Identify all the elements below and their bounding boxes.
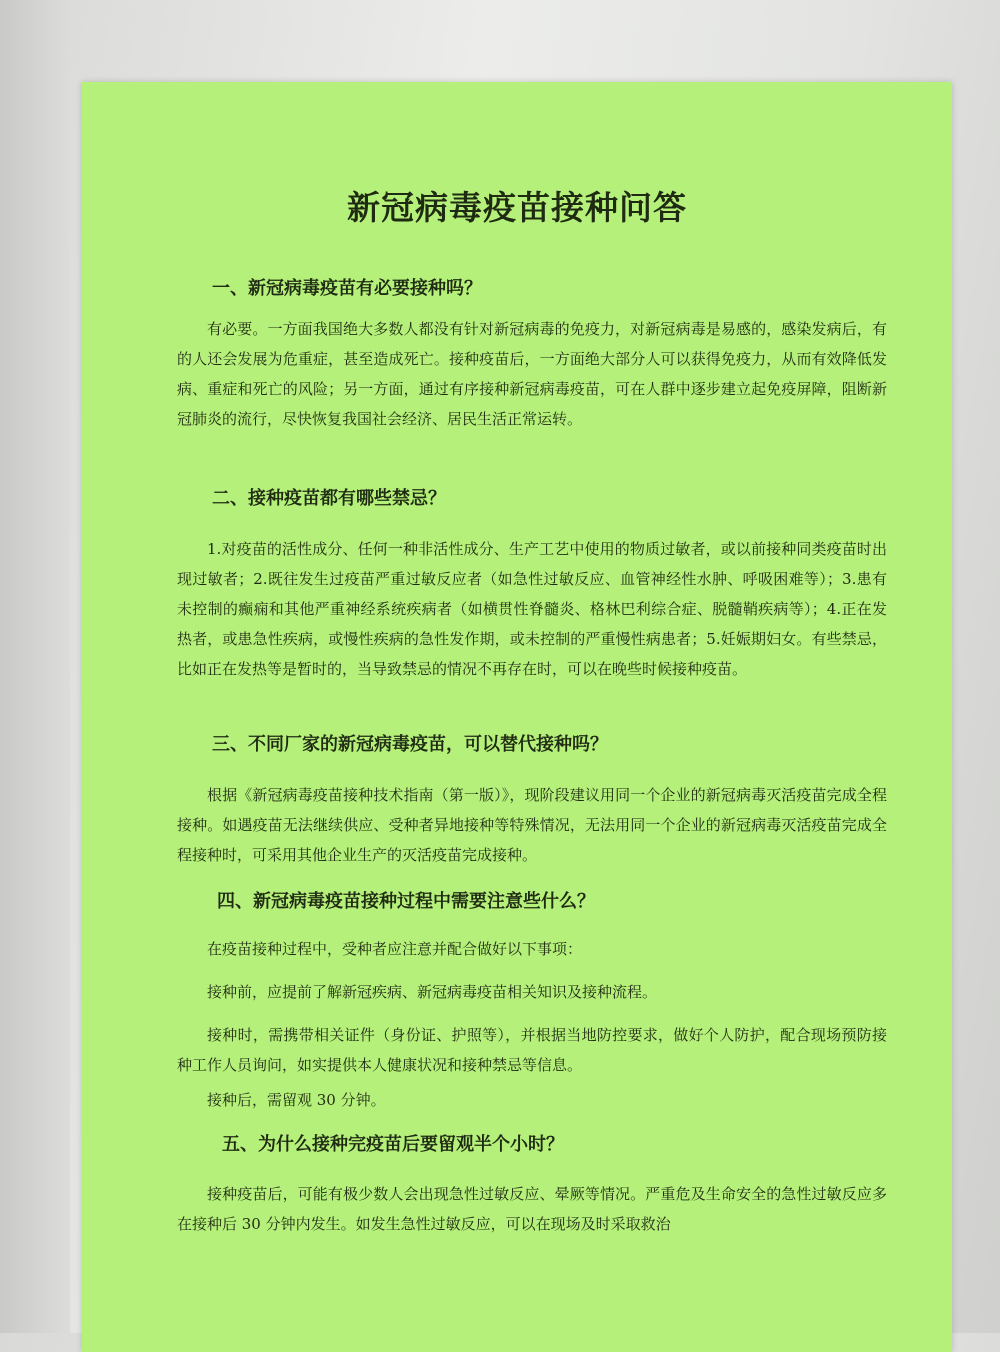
section-3-heading: 三、不同厂家的新冠病毒疫苗，可以替代接种吗？ xyxy=(212,734,608,755)
section-4-heading: 四、新冠病毒疫苗接种过程中需要注意些什么？ xyxy=(217,891,595,912)
section-1-paragraph: 有必要。一方面我国绝大多数人都没有针对新冠病毒的免疫力，对新冠病毒是易感的，感染发病后，有的人还会发展为危重症，甚至造成死亡。接种疫苗后，一方面绝大部分人可以获得免疫力，从而有效降低发病、重症和死亡的风险；另一方面，通过有序接种新冠病毒疫苗，可在人群中逐步建立起免疫屏障，阻断新冠肺炎的流行，尽快恢复我国社会经济、居民生活正常运转。 xyxy=(177,320,887,428)
section-4-paragraph-before: 接种前，应提前了解新冠疾病、新冠病毒疫苗相关知识及接种流程。 xyxy=(207,983,658,1001)
section-5-paragraph: 接种疫苗后，可能有极少数人会出现急性过敏反应、晕厥等情况。严重危及生命安全的急性过敏反应多在接种后 30 分钟内发生。如发生急性过敏反应，可以在现场及时采取救治 xyxy=(177,1185,887,1233)
section-1-heading: 一、新冠病毒疫苗有必要接种吗？ xyxy=(212,278,482,299)
section-5-heading: 五、为什么接种完疫苗后要留观半个小时？ xyxy=(222,1134,564,1155)
section-4-paragraph-during: 接种时，需携带相关证件（身份证、护照等），并根据当地防控要求，做好个人防护，配合现场预防接种工作人员询问，如实提供本人健康状况和接种禁忌等信息。 xyxy=(177,1026,887,1074)
section-2-paragraph: 1.对疫苗的活性成分、任何一种非活性成分、生产工艺中使用的物质过敏者，或以前接种同类疫苗时出现过敏者；2.既往发生过疫苗严重过敏反应者（如急性过敏反应、血管神经性水肿、呼吸困难等）；3.患有未控制的癫痫和其他严重神经系统疾病者（如横贯性脊髓炎、格林巴利综合症、脱髓鞘疾病等）；4.正在发热者，或患急性疾病，或慢性疾病的急性发作期，或未控制的严重慢性病患者；5.妊娠期妇女。有些禁忌，比如正在发热等是暂时的，当导致禁忌的情况不再存在时，可以在晚些时候接种疫苗。 xyxy=(177,540,887,678)
section-4-paragraph-after: 接种后，需留观 30 分钟。 xyxy=(207,1091,386,1109)
section-2-heading: 二、接种疫苗都有哪些禁忌？ xyxy=(212,488,446,509)
document-sheet xyxy=(82,82,952,1352)
section-4-paragraph-intro: 在疫苗接种过程中，受种者应注意并配合做好以下事项： xyxy=(207,940,583,958)
table-surface xyxy=(0,0,70,1333)
section-3-paragraph: 根据《新冠病毒疫苗接种技术指南（第一版）》，现阶段建议用同一个企业的新冠病毒灭活疫苗完成全程接种。如遇疫苗无法继续供应、受种者异地接种等特殊情况，无法用同一个企业的新冠病毒灭活疫苗完成全程接种时，可采用其他企业生产的灭活疫苗完成接种。 xyxy=(177,786,887,864)
document-title: 新冠病毒疫苗接种问答 xyxy=(347,188,687,227)
